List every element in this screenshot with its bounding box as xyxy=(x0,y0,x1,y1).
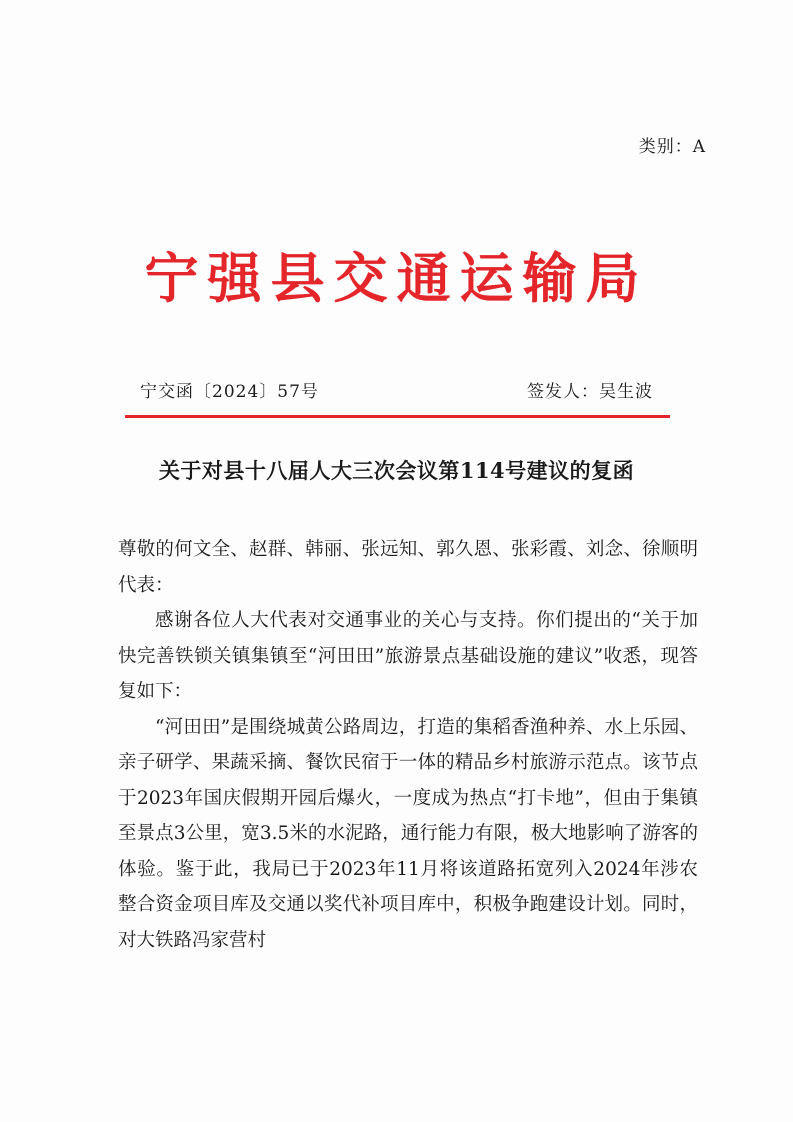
body-paragraph: “河田田”是围绕城黄公路周边，打造的集稻香渔种养、水上乐园、亲子研学、果蔬采摘、餐饮民宿于一体的精品乡村旅游示范点。该节点于2023年国庆假期开园后爆火，一度成为热点“打卡地”，但由于集镇至景点3公里，宽3.5米的水泥路，通行能力有限，极大地影响了游客的体验。鉴于此，我局已于2023年11月将该道路拓宽列入2024年涉农整合资金项目库及交通以奖代补项目库中，积极争跑建设计划。同时，对大铁路冯家营村 xyxy=(118,716,698,951)
document-body xyxy=(118,532,698,958)
category-label: 类别：A xyxy=(638,137,706,157)
document-number: 宁交函〔2024〕57号 xyxy=(140,382,319,402)
salutation: 尊敬的何文全、赵群、韩丽、张远知、郭久恩、张彩霞、刘念、徐顺明代表： xyxy=(118,539,698,596)
body-paragraph: 感谢各位人大代表对交通事业的关心与支持。你们提出的“关于加快完善铁锁关镇集镇至“河田田”旅游景点基础设施的建议”收悉，现答复如下： xyxy=(118,610,698,702)
signer-label: 签发人：吴生波 xyxy=(527,382,653,402)
red-divider-line xyxy=(125,415,670,418)
document-title: 关于对县十八届人大三次会议第114号建议的复函 xyxy=(158,458,635,483)
organization-header: 宁强县交通运输局 xyxy=(144,247,649,310)
